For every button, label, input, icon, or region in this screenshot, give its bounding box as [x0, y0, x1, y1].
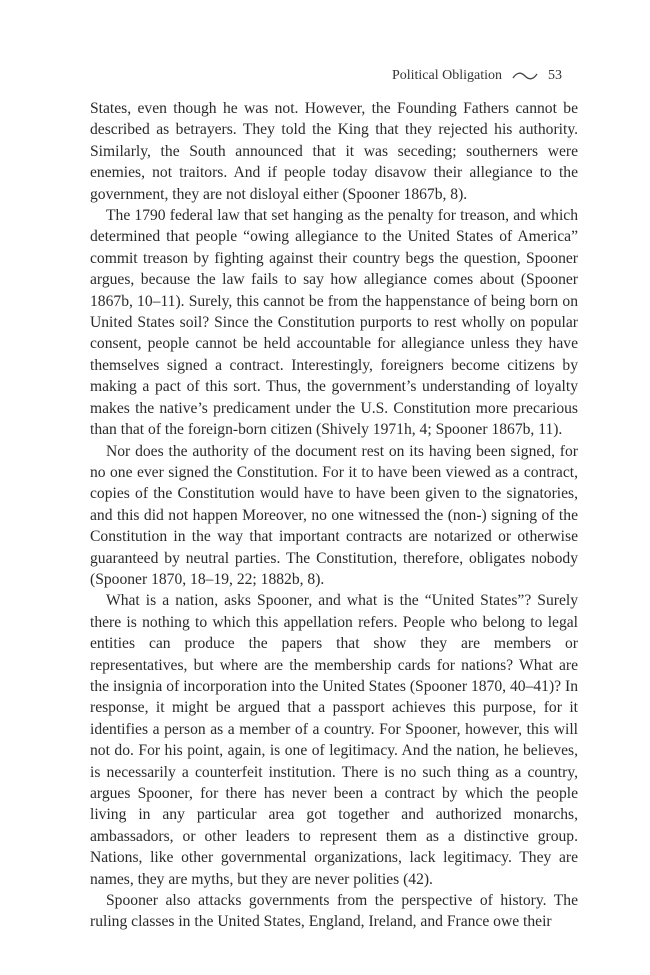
running-head — [392, 68, 562, 84]
paragraph: Nor does the authority of the document rest on its having been signed, for no one ever signed the Constitution. For it to have been viewed as a contract, copies of the Constitution would have to have been given to the signatories, and this did not happen Moreover, no one witnessed the (non-) signing of the Constitution in the way that important contracts are notarized or otherwise guaranteed by neutral parties. The Constitution, therefore, obligates nobody (Spooner 1870, 18–19, 22; 1882b, 8). — [90, 442, 578, 588]
paragraph: What is a nation, asks Spooner, and what is the “United States”? Surely there is nothing to which this appellation refers. People who belong to legal entities can produce the papers that show they are members or representatives, but where are the membership cards for nations? What are the insignia of incorporation into the United States (Spooner 1870, 40–41)? In response, it might be argued that a passport achieves this purpose, for it identifies a person as a member of a country. For Spooner, however, this will not do. For his point, again, is one of legitimacy. And the nation, he believes, is necessarily a counterfeit institution. There is no such thing as a country, argues Spooner, for there has never been a contract by which the people living in any particular area got together and authorized monarchs, ambassadors, or other leaders to represent them as a distinctive group. Nations, like other governmental organizations, lack legitimacy. They are names, they are myths, but they are never polities (42). — [90, 592, 578, 888]
paragraph: Spooner also attacks governments from the perspective of history. The ruling classes in the United States, England, Ireland, and France owe their — [90, 892, 578, 931]
paragraph: The 1790 federal law that set hanging as the penalty for treason, and which determined that people “owing allegiance to the United States of America” commit treason by fighting against their country begs the question, Spooner argues, because the law fails to say how allegiance comes about (Spooner 1867b, 10–11). Surely, this cannot be from the happenstance of being born on United States soil? Since the Constitution purports to rest wholly on popular consent, people cannot be held accountable for allegiance unless they have themselves signed a contract. Interestingly, foreigners become citizens by making a pact of this sort. Thus, the government’s understanding of loyalty makes the native’s predicament under the U.S. Constitution more precarious than that of the foreign-born citizen (Shively 1971h, 4; Spooner 1867b, 11). — [90, 207, 578, 439]
body-text — [90, 98, 578, 933]
page-number: 53 — [548, 68, 562, 83]
paragraph-continued: States, even though he was not. However, the Founding Fathers cannot be described as betrayers. They told the King that they rejected his authority. Similarly, the South announced that it was seceding; southerners were enemies, not traitors. And if people today disavow their allegiance to the government, they are not disloyal either (Spooner 1867b, 8). — [90, 100, 578, 203]
running-title: Political Obligation — [391, 68, 502, 83]
tilde-swash-icon — [512, 71, 538, 81]
